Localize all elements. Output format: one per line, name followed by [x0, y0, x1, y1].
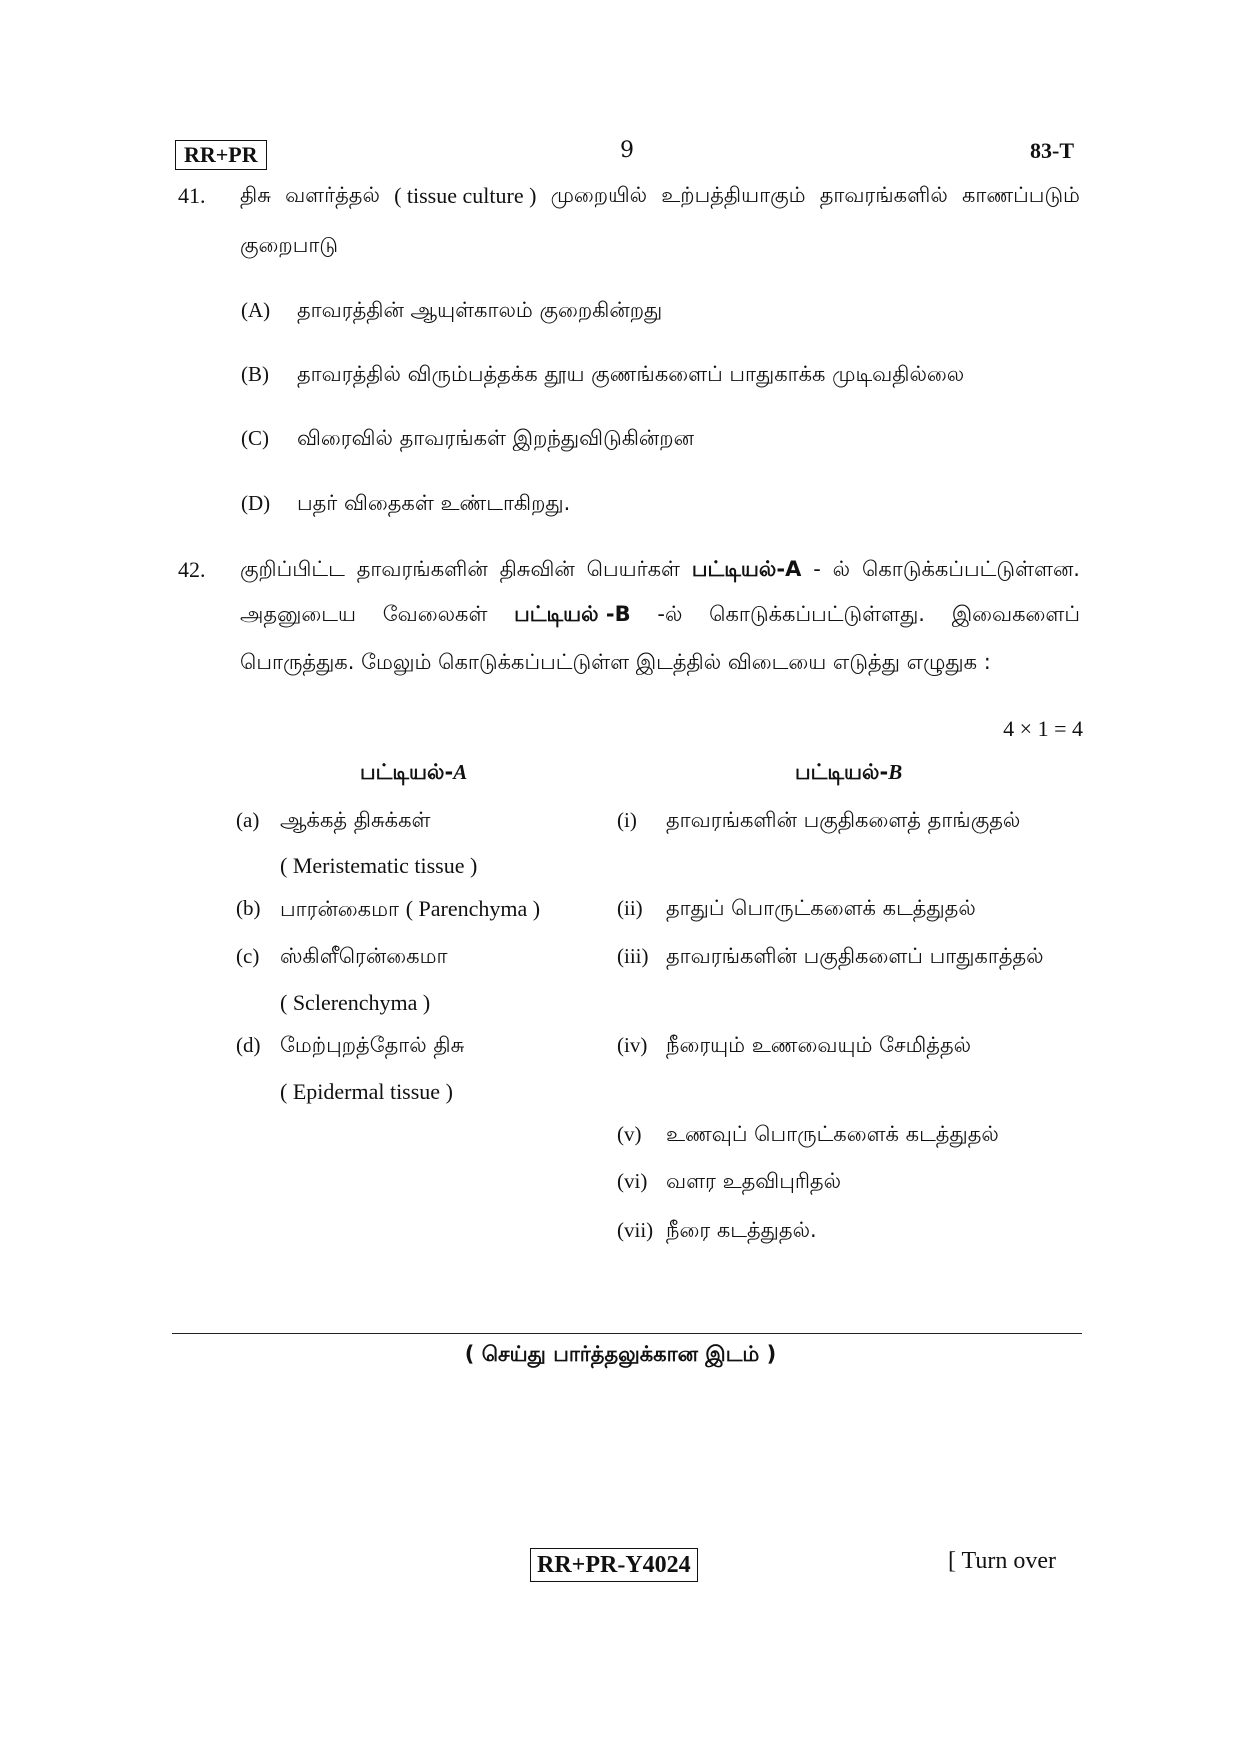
q41-number: 41. [178, 183, 206, 208]
list-a-item-c-label: (c) [236, 944, 260, 968]
list-b-item-iii-label: (iii) [617, 944, 649, 968]
q42-word: ல் [832, 557, 851, 581]
q41-word: தாவரங்களில் [819, 183, 948, 207]
list-a-item-b-tamil: பாரன்கைமா [280, 897, 399, 921]
list-b-item-vii-label: (vii) [617, 1218, 654, 1242]
q42-word: திசுவின் [499, 557, 575, 581]
q42-list-a-ref: பட்டியல்-A [691, 557, 802, 581]
list-b-title [795, 760, 902, 787]
q41-option-d-label: (D) [241, 491, 271, 515]
list-a-item-d-label: (d) [236, 1033, 261, 1057]
list-a-item-d-tamil: மேற்புறத்தோல் திசு [280, 1033, 465, 1057]
q42-marks: 4 × 1 = 4 [1003, 716, 1083, 741]
q41-stem-line1 [240, 183, 1080, 210]
list-b-title-prefix: பட்டியல்- [795, 760, 889, 784]
list-b-item-vi-text: வளர உதவிபுரிதல் [666, 1169, 842, 1193]
q41-stem-line2: குறைபாடு [240, 233, 339, 257]
q41-option-a-text: தாவரத்தின் ஆயுள்காலம் குறைகின்றது [297, 298, 663, 322]
list-a-item-a-tamil: ஆக்கத் திசுக்கள் [280, 808, 431, 832]
list-a-item-b-english: ( Parenchyma ) [405, 896, 541, 921]
q42-word: குறிப்பிட்ட [240, 557, 345, 581]
q42-word: அதனுடைய [240, 602, 356, 626]
q41-word: முறையில் [550, 183, 648, 207]
list-b-item-ii-text: தாதுப் பொருட்களைக் கடத்துதல் [666, 896, 976, 920]
q41-word: உற்பத்தியாகும் [661, 183, 806, 207]
q42-list-b-ref: பட்டியல் -B [514, 602, 631, 626]
page-number: 9 [620, 138, 634, 163]
q41-option-a-label: (A) [241, 298, 271, 322]
list-b-item-iv-text: நீரையும் உணவையும் சேமித்தல் [666, 1033, 972, 1057]
q41-word: ( tissue culture ) [394, 183, 537, 208]
q42-stem-line2 [240, 602, 1080, 629]
q42-word: கொடுக்கப்பட்டுள்ளது. [709, 602, 925, 626]
list-a-item-c-tamil: ஸ்கிளீரென்கைமா [280, 944, 448, 968]
turn-over-note: [ Turn over [948, 1548, 1057, 1574]
rough-work-divider [172, 1333, 1082, 1334]
list-a-item-a-label: (a) [236, 808, 260, 832]
list-b-item-v-text: உணவுப் பொருட்களைக் கடத்துதல் [666, 1122, 999, 1146]
list-b-item-i-label: (i) [617, 808, 637, 832]
list-b-title-letter: B [888, 760, 903, 784]
list-a-title [360, 760, 467, 787]
footer-code-box: RR+PR-Y4024 [530, 1548, 698, 1582]
paper-code: 83-T [1030, 138, 1074, 163]
q42-number: 42. [178, 557, 206, 582]
list-b-item-iv-label: (iv) [617, 1033, 648, 1057]
q42-word: இவைகளைப் [951, 602, 1080, 626]
list-b-item-i-text: தாவரங்களின் பகுதிகளைத் தாங்குதல் [666, 808, 1021, 832]
q41-word: திசு [240, 183, 271, 207]
list-a-item-b [280, 896, 540, 924]
list-a-title-prefix: பட்டியல்- [360, 760, 454, 784]
list-b-item-v-label: (v) [617, 1122, 642, 1146]
q42-word: வேலைகள் [382, 602, 488, 626]
list-a-title-letter: A [453, 760, 468, 784]
q41-option-b-label: (B) [241, 362, 269, 386]
q41-option-b-text: தாவரத்தில் விரும்பத்தக்க தூய குணங்களைப் பாதுகாக்க முடிவதில்லை [297, 362, 965, 386]
q42-word: தாவரங்களின் [356, 557, 488, 581]
list-b-item-iii-text: தாவரங்களின் பகுதிகளைப் பாதுகாத்தல் [666, 944, 1044, 968]
q42-word: - [813, 557, 821, 581]
list-a-item-b-label: (b) [236, 896, 261, 920]
q42-stem-line3: பொருத்துக. மேலும் கொடுக்கப்பட்டுள்ள இடத்தில் விடையை எடுத்து எழுதுக : [240, 650, 991, 674]
list-b-item-vii-text: நீரை கடத்துதல். [666, 1218, 817, 1242]
q42-word: -ல் [657, 602, 683, 626]
header-code-box: RR+PR [175, 140, 267, 170]
list-b-item-vi-label: (vi) [617, 1169, 648, 1193]
q41-word: வளர்த்தல் [285, 183, 380, 207]
q41-option-c-text: விரைவில் தாவரங்கள் இறந்துவிடுகின்றன [297, 426, 694, 450]
list-a-item-a-english: ( Meristematic tissue ) [280, 853, 478, 878]
list-a-item-d-english: ( Epidermal tissue ) [280, 1079, 453, 1104]
q41-option-c-label: (C) [241, 426, 269, 450]
q41-word: காணப்படும் [961, 183, 1080, 207]
list-a-item-c-english: ( Sclerenchyma ) [280, 990, 431, 1015]
list-b-item-ii-label: (ii) [617, 896, 643, 920]
q42-stem-line1 [240, 557, 1080, 584]
q42-word: கொடுக்கப்பட்டுள்ளன. [861, 557, 1080, 581]
rough-work-label: ( செய்து பார்த்தலுக்கான இடம் ) [464, 1342, 777, 1366]
q42-word: பெயர்கள் [586, 557, 680, 581]
q41-option-d-text: பதர் விதைகள் உண்டாகிறது. [297, 491, 571, 515]
